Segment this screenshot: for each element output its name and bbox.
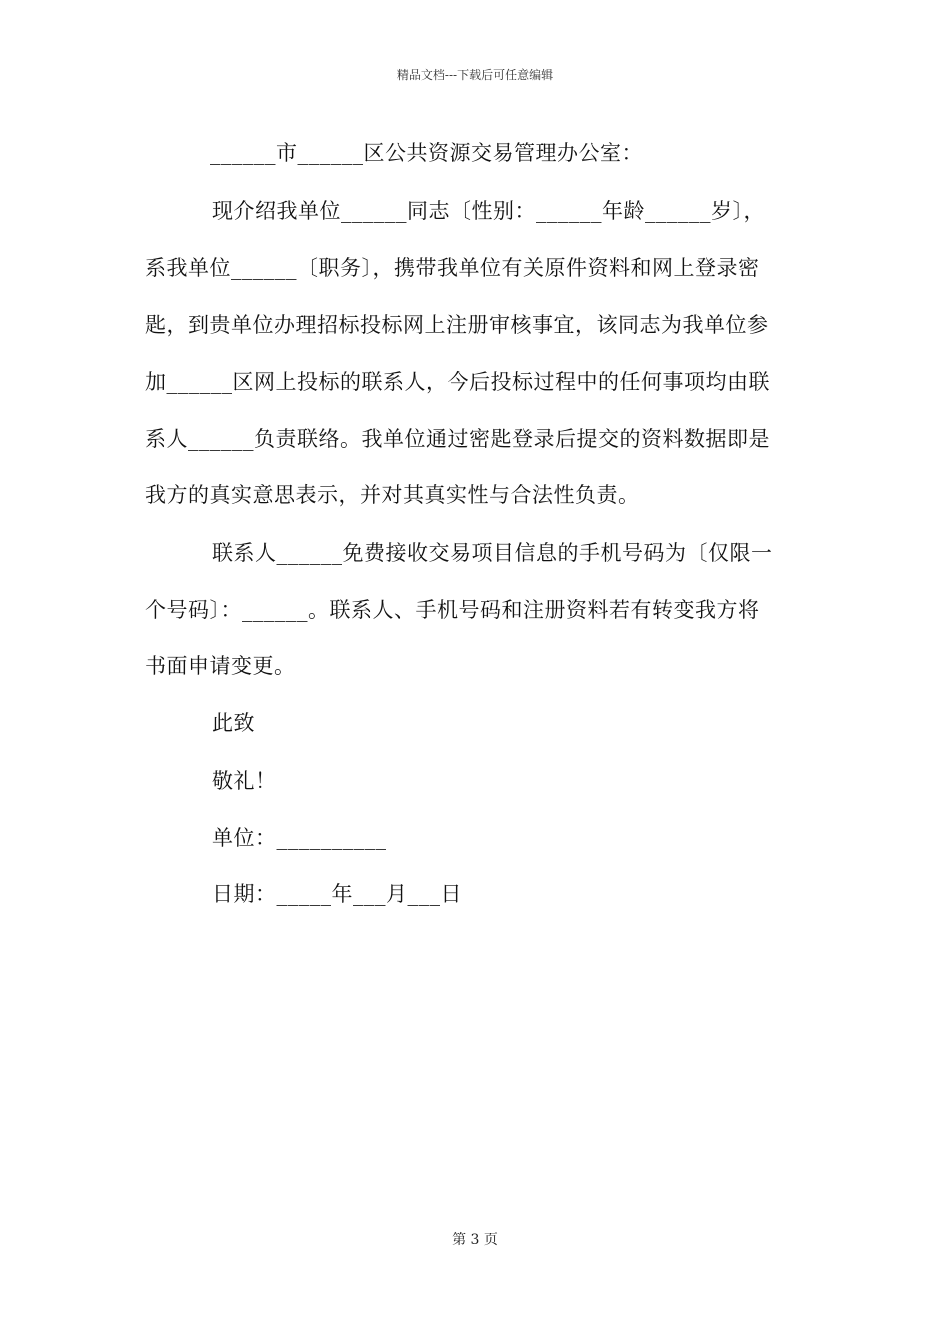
unit-line: 单位：__________ [212,826,387,850]
paragraph2-line3: 书面申请变更。 [145,654,296,678]
paragraph1-line4: 加______区网上投标的联系人，今后投标过程中的任何事项均由联 [145,370,770,394]
salutation: ______市______区公共资源交易管理办公室： [210,141,643,165]
page-header: 精品文档---下载后可任意编辑 [396,68,554,82]
date-line: 日期：_____年___月___日 [212,882,462,906]
paragraph2-line2: 个号码〕：______。联系人、手机号码和注册资料若有转变我方将 [145,598,760,622]
page-number: 第 3 页 [452,1232,498,1248]
paragraph2-line1: 联系人______免费接收交易项目信息的手机号码为〔仅限一 [212,541,773,565]
closing-ci-zhi: 此致 [212,711,255,735]
paragraph1-line3: 匙，到贵单位办理招标投标网上注册审核事宜，该同志为我单位参 [145,313,769,337]
paragraph1-line2: 系我单位______〔职务〕，携带我单位有关原件资料和网上登录密 [145,256,760,280]
paragraph1-line5: 系人______负责联络。我单位通过密匙登录后提交的资料数据即是 [145,427,770,451]
closing-jing-li: 敬礼！ [212,769,277,793]
paragraph1-line6: 我方的真实意思表示，并对其真实性与合法性负责。 [145,483,640,507]
paragraph1-line1: 现介绍我单位______同志〔性别：______年龄______岁〕， [212,199,765,223]
